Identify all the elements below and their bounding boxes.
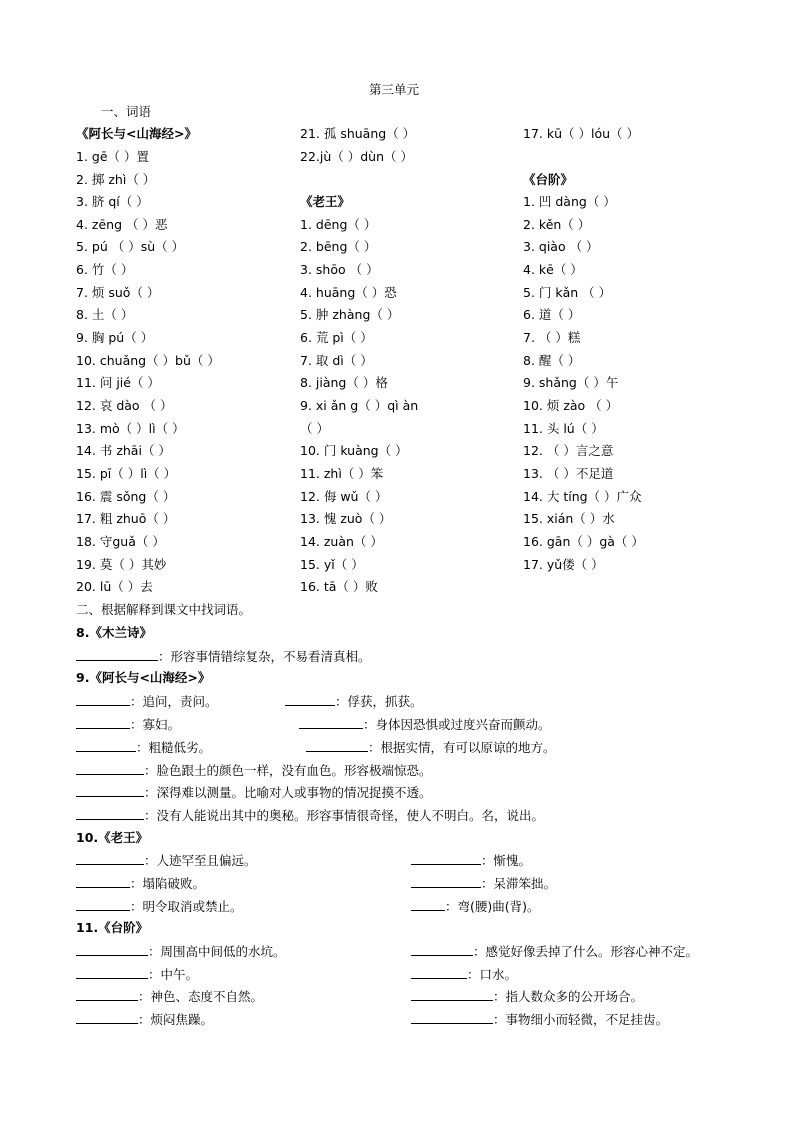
col2-item: 15. yǐ（ ） — [300, 557, 364, 572]
col1-item: 19. 莫（ ）其妙 — [76, 557, 167, 572]
definition-line: ：粗糙低劣。 — [76, 739, 211, 756]
definition-line: ：指人数众多的公开场合。 — [411, 988, 643, 1005]
lesson-10-heading: 10.《老王》 — [76, 830, 149, 845]
answer-blank[interactable] — [76, 784, 144, 797]
lesson-9-heading: 9.《阿长与<山海经>》 — [76, 670, 211, 685]
answer-blank[interactable] — [76, 1011, 138, 1024]
col1-item: 14. 书 zhāi（ ） — [76, 443, 171, 458]
col3-item: 6. 道（ ） — [523, 307, 581, 322]
answer-blank[interactable] — [76, 898, 130, 911]
col3-item: 2. kěn（ ） — [523, 217, 591, 232]
col3-item: 4. kē（ ） — [523, 262, 583, 277]
col3-item: 12. （ ）言之意 — [523, 443, 614, 458]
col3-item: 10. 烦 zào （ ） — [523, 398, 619, 413]
answer-blank[interactable] — [76, 988, 138, 1001]
answer-blank[interactable] — [76, 648, 158, 661]
col3-item: 11. 头 lú（ ） — [523, 421, 604, 436]
col3-item: 3. qiào （ ） — [523, 239, 599, 254]
answer-blank[interactable] — [411, 852, 481, 865]
answer-blank[interactable] — [76, 739, 136, 752]
definition-line: ：身体因恐惧或过度兴奋而颤动。 — [299, 716, 551, 733]
answer-blank[interactable] — [76, 693, 130, 706]
col2-item: 3. shōo （ ） — [300, 262, 379, 277]
col2-item: 8. jiàng（ ）格 — [300, 375, 388, 390]
definition-line: ：中午。 — [76, 966, 198, 983]
answer-blank[interactable] — [411, 966, 467, 979]
col3-heading: 《台阶》 — [523, 172, 574, 187]
col1-item: 6. 竹（ ） — [76, 262, 134, 277]
col2-item: 5. 肿 zhàng（ ） — [300, 307, 400, 322]
col2-item: 21. 孤 shuāng（ ） — [300, 126, 416, 141]
col1-item: 4. zēng （ ）恶 — [76, 217, 168, 232]
col2-item: 11. zhì（ ）笨 — [300, 466, 384, 481]
col2-item: （ ） — [300, 421, 329, 436]
answer-blank[interactable] — [76, 943, 148, 956]
col1-item: 3. 脐 qí（ ） — [76, 194, 149, 209]
col3-item: 17. kū（ ）lóu（ ） — [523, 126, 640, 141]
col2-item: 7. 取 dì（ ） — [300, 353, 373, 368]
col2-heading: 《老王》 — [300, 194, 351, 209]
answer-blank[interactable] — [76, 807, 144, 820]
col1-item: 8. 土（ ） — [76, 307, 134, 322]
col3-item: 13. （ ）不足道 — [523, 466, 614, 481]
col2-item: 9. xi ǎn g（ ）qì àn — [300, 398, 419, 413]
col1-item: 20. lū（ ）去 — [76, 579, 153, 594]
col1-item: 7. 烦 suǒ（ ） — [76, 285, 160, 300]
col3-item: 17. yǔ偻（ ） — [523, 557, 604, 572]
col1-item: 5. pú （ ）sù（ ） — [76, 239, 185, 254]
col1-item: 9. 胸 pú（ ） — [76, 330, 154, 345]
col3-item: 5. 门 kǎn （ ） — [523, 285, 612, 300]
col3-item: 9. shǎng（ ）午 — [523, 375, 619, 390]
definition-line: ：弯(腰)曲(背)。 — [411, 898, 540, 915]
col3-item: 1. 凹 dàng（ ） — [523, 194, 616, 209]
definition-line: ：寡妇。 — [76, 716, 180, 733]
col2-item: 1. dēng（ ） — [300, 217, 377, 232]
answer-blank[interactable] — [76, 875, 130, 888]
answer-blank[interactable] — [411, 943, 473, 956]
page-title: 第三单元 — [369, 82, 420, 97]
answer-blank[interactable] — [306, 739, 368, 752]
col3-item: 14. 大 tíng（ ）广众 — [523, 489, 642, 504]
col2-item: 14. zuàn（ ） — [300, 534, 383, 549]
col2-item: 22.jù（ ）dùn（ ） — [300, 149, 414, 164]
col2-item: 2. bēng（ ） — [300, 239, 377, 254]
definition-line: ：塌陷破败。 — [76, 875, 205, 892]
definition-line: ：深得难以测量。比喻对人或事物的情况捉摸不透。 — [76, 784, 432, 801]
col1-item: 15. pī（ ）lì（ ） — [76, 466, 177, 481]
answer-blank[interactable] — [76, 852, 144, 865]
col1-item: 10. chuǎng（ ）bǔ（ ） — [76, 353, 220, 368]
definition-line: ：追问，责问。 — [76, 693, 218, 710]
definition-line: ：人迹罕至且偏远。 — [76, 852, 257, 869]
col1-item: 18. 守guǎ（ ） — [76, 534, 165, 549]
definition-line: ：神色、态度不自然。 — [76, 988, 263, 1005]
col1-item: 16. 震 sǒng（ ） — [76, 489, 176, 504]
definition-line: ：周围高中间低的水坑。 — [76, 943, 286, 960]
definition-line: ：明令取消或禁止。 — [76, 898, 243, 915]
col1-item: 1. gē（ ）置 — [76, 149, 149, 164]
answer-blank[interactable] — [299, 716, 363, 729]
answer-blank[interactable] — [411, 875, 481, 888]
answer-blank[interactable] — [76, 716, 130, 729]
col1-item: 2. 掷 zhì（ ） — [76, 172, 156, 187]
definition-line: ：感觉好像丢掉了什么。形容心神不定。 — [411, 943, 698, 960]
col3-item: 16. gān（ ）gà（ ） — [523, 534, 644, 549]
lesson-11-heading: 11.《台阶》 — [76, 920, 149, 935]
definition-line: ：烦闷焦躁。 — [76, 1011, 213, 1028]
col2-item: 6. 荒 pì（ ） — [300, 330, 373, 345]
col2-item: 4. huāng（ ）恐 — [300, 285, 397, 300]
answer-blank[interactable] — [411, 1011, 493, 1024]
section-1-heading: 一、词语 — [101, 104, 152, 119]
definition-line: ：事物细小而轻微，不足挂齿。 — [411, 1011, 668, 1028]
definition-line: ：惭愧。 — [411, 852, 531, 869]
definition-line: ：没有人能说出其中的奥秘。形容事情很奇怪，使人不明白。名，说出。 — [76, 807, 544, 824]
answer-blank[interactable] — [76, 762, 144, 775]
definition-line: ：形容事情错综复杂，不易看清真相。 — [76, 648, 371, 665]
col1-item: 11. 问 jié（ ） — [76, 375, 160, 390]
definition-line: ：俘获，抓获。 — [285, 693, 423, 710]
col3-item: 7. （ ）糕 — [523, 330, 581, 345]
answer-blank[interactable] — [411, 898, 445, 911]
section-2-heading: 二、根据解释到课文中找词语。 — [76, 602, 252, 617]
col1-item: 17. 粗 zhuō（ ） — [76, 511, 176, 526]
answer-blank[interactable] — [411, 988, 493, 1001]
answer-blank[interactable] — [285, 693, 335, 706]
col1-item: 12. 哀 dào （ ） — [76, 398, 173, 413]
answer-blank[interactable] — [76, 966, 148, 979]
col1-heading: 《阿长与<山海经>》 — [76, 126, 197, 141]
col2-item: 10. 门 kuàng（ ） — [300, 443, 408, 458]
lesson-8-heading: 8.《木兰诗》 — [76, 625, 152, 640]
col2-item: 13. 愧 zuò（ ） — [300, 511, 392, 526]
col3-item: 8. 醒（ ） — [523, 353, 581, 368]
col2-item: 12. 侮 wǔ（ ） — [300, 489, 388, 504]
col3-item: 15. xián（ ）水 — [523, 511, 615, 526]
definition-line: ：根据实情，有可以原谅的地方。 — [306, 739, 556, 756]
col1-item: 13. mò（ ）lì（ ） — [76, 421, 185, 436]
definition-line: ：脸色跟土的颜色一样，没有血色。形容极端惊恐。 — [76, 762, 432, 779]
col2-item: 16. tā（ ）败 — [300, 579, 378, 594]
definition-line: ：口水。 — [411, 966, 517, 983]
definition-line: ：呆滞笨拙。 — [411, 875, 556, 892]
